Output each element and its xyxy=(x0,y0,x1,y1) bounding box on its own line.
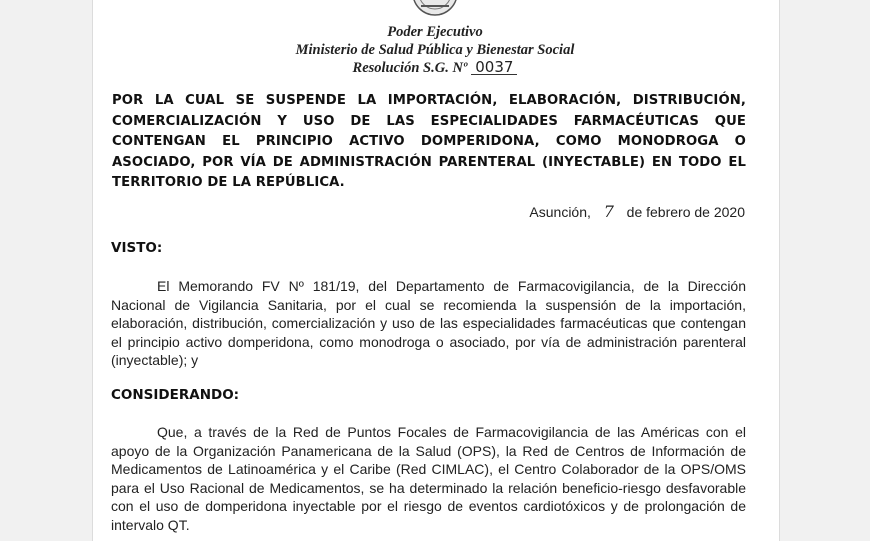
date-city: Asunción, xyxy=(529,204,591,220)
resolution-label: Resolución S.G. Nº xyxy=(352,60,468,76)
date-line xyxy=(444,203,745,221)
header-line-ministerio: Ministerio de Salud Pública y Bienestar Social xyxy=(295,42,575,58)
section-heading-visto: VISTO: xyxy=(111,240,163,256)
header-line-poder-ejecutivo: Poder Ejecutivo xyxy=(387,24,483,40)
date-day: 7 xyxy=(603,202,614,221)
resolution-title: POR LA CUAL SE SUSPENDE LA IMPORTACIÓN, ELABORACIÓN, DISTRIBUCIÓN, COMERCIALIZACIÓN Y USO DE LAS ESPECIALIDADES FARMACÉUTICAS QUE CONTENGAN EL PRINCIPIO ACTIVO DOMPERIDONA, COMO MONODROGA O ASOCIADO, POR VÍA DE ADMINISTRACIÓN PARENTERAL (INYECTABLE) EN TODO EL TERRITORIO DE LA REPÚBLICA. xyxy=(112,93,746,190)
paragraph-considerando: Que, a través de la Red de Puntos Focales de Farmacovigilancia de las Américas con el apoyo de la Organización Panamericana de la Salud (OPS), la Red de Centros de Información de Medicamentos de Latinoamérica y el Caribe (Red CIMLAC), el Centro Colaborador de la OPS/OMS para el Uso Racional de Medicamentos, se ha determinado la relación beneficio-riesgo desfavorable con el uso de domperidona inyectable por el riesgo de eventos cardiotóxicos y de prolongación de intervalo QT. xyxy=(111,424,746,533)
date-rest: de febrero de 2020 xyxy=(626,204,745,220)
paragraph-visto: El Memorando FV Nº 181/19, del Departamento de Farmacovigilancia, de la Dirección Nacional de Vigilancia Sanitaria, por el cual se recomienda la suspensión de la importación, elaboración, distribución, comercialización y uso de las especialidades farmacéuticas que contengan el principio activo domperidona, como monodroga o asociado, por vía de administración parenteral (inyectable); y xyxy=(111,278,746,368)
header-line-resolucion xyxy=(0,59,870,77)
resolution-number: 0037 xyxy=(471,60,517,75)
section-heading-considerando: CONSIDERANDO: xyxy=(111,387,240,403)
